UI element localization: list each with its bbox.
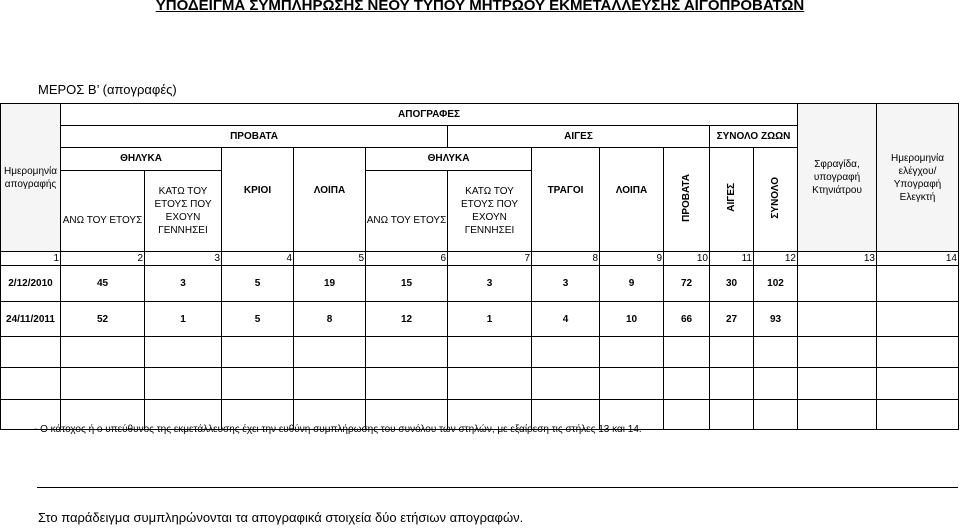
table-row <box>1 266 959 302</box>
header-provata: ΠΡΟΒΑΤΑ <box>61 126 448 148</box>
cell: 4 <box>532 302 600 337</box>
header-loipa-2: ΛΟΙΠΑ <box>600 148 664 252</box>
header-v-synolo: ΣΥΝΟΛΟ <box>770 176 781 219</box>
col-number: 10 <box>664 252 710 266</box>
header-synolo-zwwn: ΣΥΝΟΛΟ ΖΩΩΝ <box>710 126 798 148</box>
col-number: 14 <box>877 252 959 266</box>
cell: 3 <box>532 266 600 302</box>
cell: 52 <box>61 302 145 337</box>
cell: 45 <box>61 266 145 302</box>
col-number: 4 <box>222 252 294 266</box>
header-v-aiges: ΑΙΓΕΣ <box>726 183 737 212</box>
col-number: 13 <box>798 252 877 266</box>
cell: 12 <box>366 302 448 337</box>
cell-date: 2/12/2010 <box>1 266 61 302</box>
cell-date: 24/11/2011 <box>1 302 61 337</box>
col-number: 8 <box>532 252 600 266</box>
col-number: 3 <box>145 252 222 266</box>
page-title: ΥΠΟΔΕΙΓΜΑ ΣΥΜΠΛΗΡΩΣΗΣ ΝΕΟΥ ΤΥΠΟΥ ΜΗΤΡΩΟΥ ΕΚΜΕΤΑΛΛΕΥΣΗΣ ΑΙΓΟΠΡΟΒΑΤΩΝ <box>155 0 805 14</box>
header-apografes: ΑΠΟΓΡΑΦΕΣ <box>61 104 798 126</box>
group-thilyka-aiges <box>366 148 532 252</box>
column-number-row <box>1 252 959 266</box>
header-katw-etous-1: ΚΑΤΩ ΤΟΥ ΕΤΟΥΣ ΠΟΥ ΕΧΟΥΝ ΓΕΝΝΗΣΕΙ <box>154 186 212 236</box>
header-katw-etous-2: ΚΑΤΩ ΤΟΥ ΕΤΟΥΣ ΠΟΥ ΕΧΟΥΝ ΓΕΝΝΗΣΕΙ <box>460 186 519 236</box>
header-aiges: ΑΙΓΕΣ <box>448 126 710 148</box>
cell: 19 <box>294 266 366 302</box>
col-number: 11 <box>710 252 754 266</box>
cell: 5 <box>222 302 294 337</box>
cell: 1 <box>448 302 532 337</box>
cell: 30 <box>710 266 754 302</box>
col-number: 1 <box>1 252 61 266</box>
cell <box>798 266 877 302</box>
group-thilyka-provata <box>61 148 222 252</box>
header-v-synolo-cell <box>754 148 798 252</box>
cell <box>877 266 959 302</box>
cell: 93 <box>754 302 798 337</box>
table-row <box>1 302 959 337</box>
header-thilyka-2: ΘΗΛΥΚΑ <box>366 148 531 171</box>
separator-line <box>37 487 958 488</box>
table-row-empty <box>1 368 959 400</box>
cell: 15 <box>366 266 448 302</box>
col-number: 9 <box>600 252 664 266</box>
col-number: 5 <box>294 252 366 266</box>
header-v-provata-cell <box>664 148 710 252</box>
header-sfragida: Σφραγίδα, υπογραφή Κτηνιάτρου <box>798 104 877 252</box>
cell: 27 <box>710 302 754 337</box>
cell <box>798 302 877 337</box>
cell: 3 <box>145 266 222 302</box>
col-number: 7 <box>448 252 532 266</box>
table-row-empty <box>1 337 959 368</box>
header-date-apografis: Ημερομηνία απογραφής <box>1 104 61 252</box>
cell: 72 <box>664 266 710 302</box>
part-label: ΜΕΡΟΣ Β’ (απογραφές) <box>38 82 177 97</box>
col-number: 2 <box>61 252 145 266</box>
cell: 3 <box>448 266 532 302</box>
cell: 9 <box>600 266 664 302</box>
cell: 8 <box>294 302 366 337</box>
footer-text: Στο παράδειγμα συμπληρώνονται τα απογραφικά στοιχεία δύο ετήσιων απογραφών. <box>38 510 524 525</box>
note-text: - Ο κάτοχος ή ο υπεύθυνος της εκμετάλλευσης έχει την ευθύνη συμπλήρωσης του συνόλου των στηλών, με εξαίρεση τις στήλες 13 και 14. <box>34 424 642 435</box>
header-anw-etous-2: ΑΝΩ ΤΟΥ ΕΤΟΥΣ <box>366 171 448 251</box>
header-thilyka-1: ΘΗΛΥΚΑ <box>61 148 221 171</box>
cell: 102 <box>754 266 798 302</box>
cell: 10 <box>600 302 664 337</box>
col-number: 6 <box>366 252 448 266</box>
header-date-elegxou: Ημερομηνία ελέγχου/ Υπογραφή Ελεγκτή <box>877 104 959 252</box>
header-anw-etous-1: ΑΝΩ ΤΟΥ ΕΤΟΥΣ <box>61 171 145 251</box>
header-tragoi: ΤΡΑΓΟΙ <box>532 148 600 252</box>
cell: 1 <box>145 302 222 337</box>
col-number: 12 <box>754 252 798 266</box>
header-loipa-1: ΛΟΙΠΑ <box>294 148 366 252</box>
header-v-aiges-cell <box>710 148 754 252</box>
cell: 66 <box>664 302 710 337</box>
header-v-provata: ΠΡΟΒΑΤΑ <box>681 173 692 222</box>
inventory-table <box>0 103 959 430</box>
cell: 5 <box>222 266 294 302</box>
cell <box>877 302 959 337</box>
header-krioi: ΚΡΙΟΙ <box>222 148 294 252</box>
